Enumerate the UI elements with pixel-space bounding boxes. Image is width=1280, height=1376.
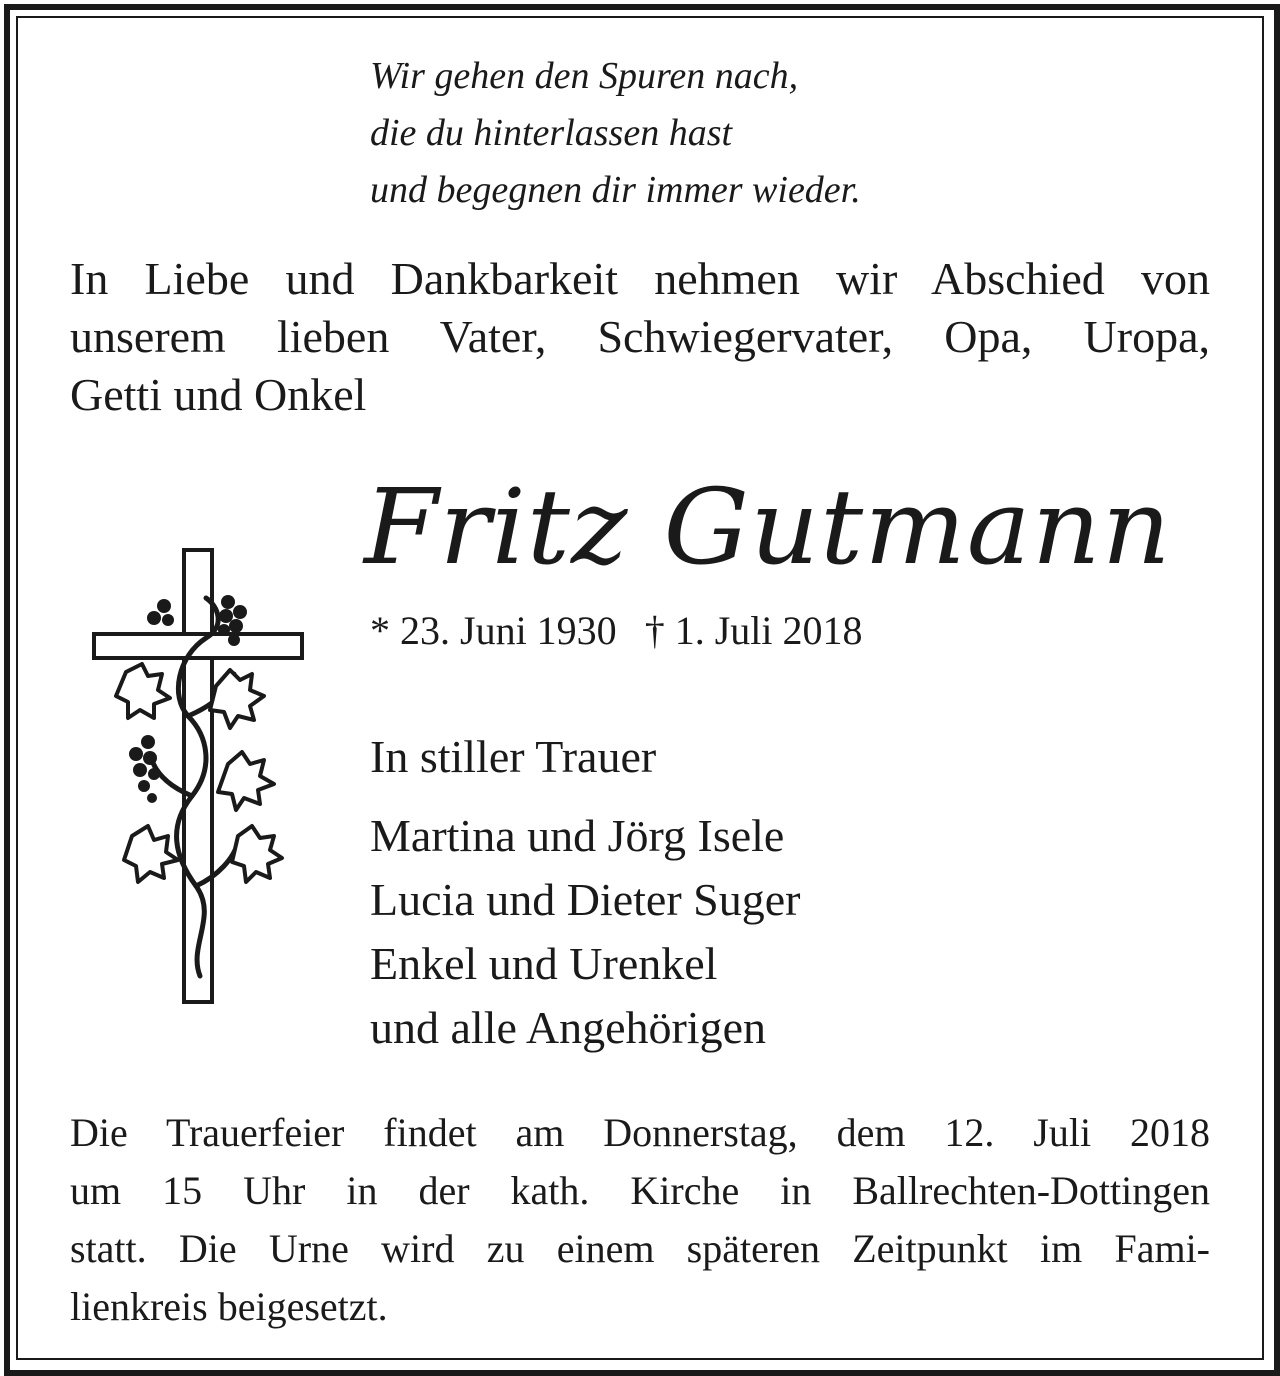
motto-line: und begegnen dir immer wieder. bbox=[370, 169, 861, 211]
life-dates bbox=[370, 606, 862, 656]
motto-verse bbox=[370, 48, 861, 219]
death-date: † 1. Juli 2018 bbox=[644, 608, 863, 653]
mourners-list bbox=[370, 804, 800, 1060]
deceased-name: Fritz Gutmann bbox=[364, 466, 1172, 588]
intro-line: Getti und Onkel bbox=[70, 369, 367, 420]
mourning-label: In stiller Trauer bbox=[370, 731, 657, 782]
mourner-line: Enkel und Urenkel bbox=[370, 938, 718, 989]
birth-date: * 23. Juni 1930 bbox=[370, 608, 617, 653]
intro-paragraph bbox=[70, 250, 1210, 424]
mourner-line: Martina und Jörg Isele bbox=[370, 810, 785, 861]
motto-line: die du hinterlassen hast bbox=[370, 112, 733, 154]
mourner-line: Lucia und Dieter Suger bbox=[370, 874, 801, 925]
ceremony-line: lienkreis beigesetzt. bbox=[70, 1284, 388, 1329]
ceremony-line: um 15 Uhr in der kath. Kirche in Ballrechten-Dottingen bbox=[70, 1168, 1210, 1213]
cross-with-grapevine-icon bbox=[88, 546, 308, 1006]
mourner-line: und alle Angehörigen bbox=[370, 1002, 767, 1053]
intro-line: In Liebe und Dankbarkeit nehmen wir Abschied von bbox=[70, 253, 1210, 304]
intro-line: unserem lieben Vater, Schwiegervater, Opa, Uropa, bbox=[70, 311, 1210, 362]
motto-line: Wir gehen den Spuren nach, bbox=[370, 55, 799, 97]
ceremony-line: Die Trauerfeier findet am Donnerstag, dem 12. Juli 2018 bbox=[70, 1110, 1210, 1155]
ceremony-paragraph bbox=[70, 1104, 1210, 1336]
ceremony-line: statt. Die Urne wird zu einem späteren Zeitpunkt im Fami- bbox=[70, 1226, 1210, 1271]
